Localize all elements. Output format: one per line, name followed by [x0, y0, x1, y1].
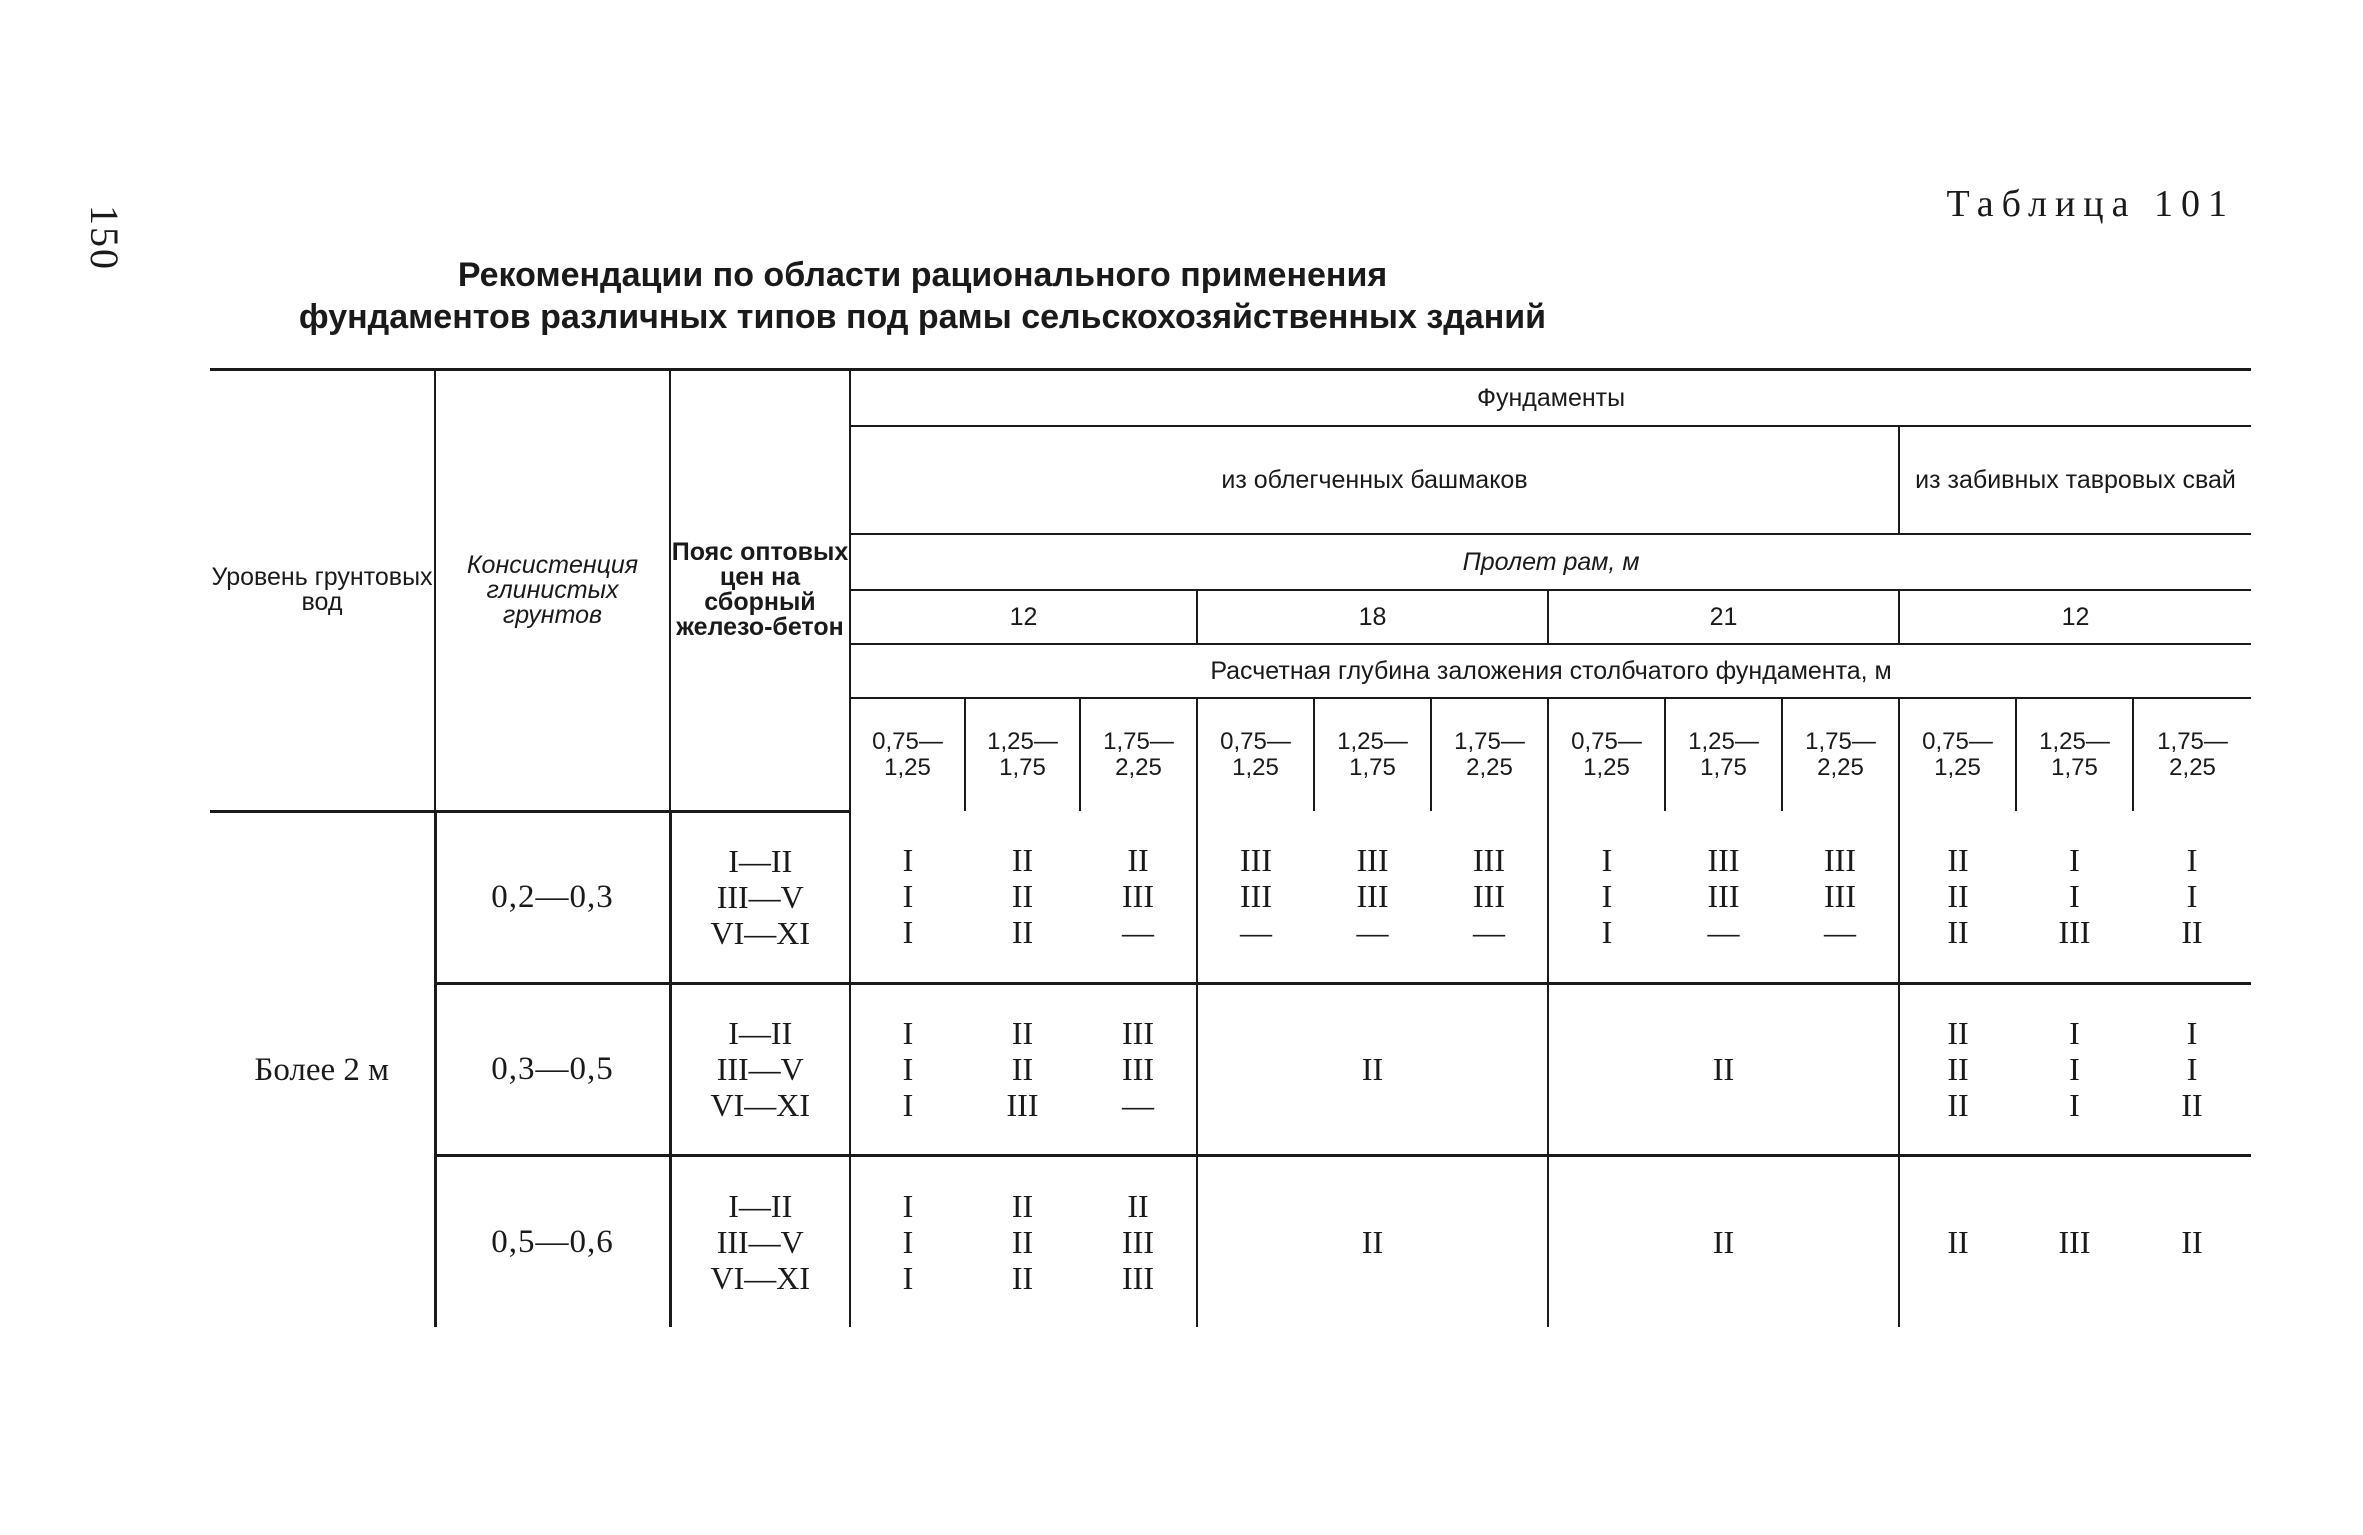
- table-row: [210, 811, 2251, 983]
- table-label: Таблица 101: [1946, 183, 2235, 225]
- header-light-shoes: из облегченных башмаков: [850, 426, 1899, 534]
- header-depth-range: 0,75— 1,25: [1197, 698, 1314, 811]
- header-span-value: 21: [1548, 590, 1899, 644]
- price-zones: I—II III—V VI—XI: [670, 811, 850, 983]
- header-foundations: Фундаменты: [850, 370, 2251, 427]
- table-cell: II II II: [1899, 811, 2016, 983]
- header-frame-span: Пролет рам, м: [850, 534, 2251, 590]
- header-depth-range: 1,75— 2,25: [2133, 698, 2251, 811]
- table-cell: I I III: [2058, 842, 2091, 951]
- title-line-1: Рекомендации по области рационального применения: [457, 256, 1388, 294]
- table-cell: II II III: [965, 983, 1080, 1155]
- table-title: [0, 254, 1845, 338]
- header-depth-range: 0,75— 1,25: [850, 698, 965, 811]
- header-price-zone: Пояс оптовых цен на сборный железо-бетон: [670, 370, 850, 812]
- consistency-value: 0,5—0,6: [435, 1155, 670, 1327]
- table-cell: I I I: [850, 811, 965, 983]
- table-cell: II III III: [1080, 1155, 1197, 1327]
- header-depth-range: 1,25— 1,75: [965, 698, 1080, 811]
- title-line-2: фундаментов различных типов под рамы сельскохозяйственных зданий: [298, 298, 1547, 336]
- table-cell: III III —: [1356, 842, 1389, 951]
- table-cell: II II II: [1899, 983, 2016, 1155]
- header-depth: Расчетная глубина заложения столбчатого фундамента, м: [850, 644, 2251, 698]
- header-depth-range: 0,75— 1,25: [1548, 698, 1665, 811]
- header-span-value: 12: [1899, 590, 2251, 644]
- table-cell: II: [1899, 1155, 2016, 1327]
- table-cell: III: [2016, 1155, 2133, 1327]
- table-cell-merged: II: [1197, 983, 1548, 1155]
- table-cell: I I I: [850, 1155, 965, 1327]
- table-cell: I I I: [2016, 983, 2133, 1155]
- table-cell-merged: II: [1548, 1155, 1899, 1327]
- price-zones: I—II III—V VI—XI: [670, 1155, 850, 1327]
- table-row: [210, 1155, 2251, 1327]
- page-number: 150: [82, 205, 127, 271]
- header-span-value: 12: [850, 590, 1197, 644]
- table-cell: III III —: [1473, 842, 1505, 951]
- header-depth-range: 0,75— 1,25: [1899, 698, 2016, 811]
- table-cell: I I I: [850, 983, 965, 1155]
- recommendation-table: [210, 368, 2251, 1327]
- table-cell: III III —: [1707, 842, 1740, 951]
- table-cell: III III —: [1080, 983, 1197, 1155]
- header-groundwater: Уровень грунтовых вод: [210, 370, 435, 812]
- table-cell-merged: II: [1548, 983, 1899, 1155]
- header-span-value: 18: [1197, 590, 1548, 644]
- header-depth-range: 1,25— 1,75: [1314, 698, 1431, 811]
- table-cell: II III —: [1122, 842, 1154, 951]
- table-cell: II: [2133, 1155, 2251, 1327]
- price-zones: I—II III—V VI—XI: [670, 983, 850, 1155]
- header-depth-range: 1,75— 2,25: [1431, 698, 1548, 811]
- table-row: [210, 983, 2251, 1155]
- table-cell: III III —: [1824, 842, 1856, 951]
- table-cell: I I II: [2133, 983, 2251, 1155]
- table-cell-merged: II: [1197, 1155, 1548, 1327]
- groundwater-level: Более 2 м: [254, 1051, 390, 1088]
- header-depth-range: 1,75— 2,25: [1782, 698, 1899, 811]
- header-depth-range: 1,25— 1,75: [2016, 698, 2133, 811]
- table-cell: I I I: [1548, 811, 1665, 983]
- table-cell: I I II: [2181, 842, 2203, 951]
- header-consistency: Консистенция глинистых грунтов: [435, 370, 670, 812]
- consistency-value: 0,3—0,5: [435, 983, 670, 1155]
- table-cell: III III —: [1197, 811, 1314, 983]
- table-cell: II II II: [965, 1155, 1080, 1327]
- header-depth-range: 1,75— 2,25: [1080, 698, 1197, 811]
- header-driven-piles: из забивных тавровых свай: [1899, 426, 2251, 534]
- table-cell: II II II: [1011, 842, 1034, 951]
- consistency-value: 0,2—0,3: [435, 811, 670, 983]
- recommendation-table-wrapper: [210, 368, 2250, 1327]
- header-depth-range: 1,25— 1,75: [1665, 698, 1782, 811]
